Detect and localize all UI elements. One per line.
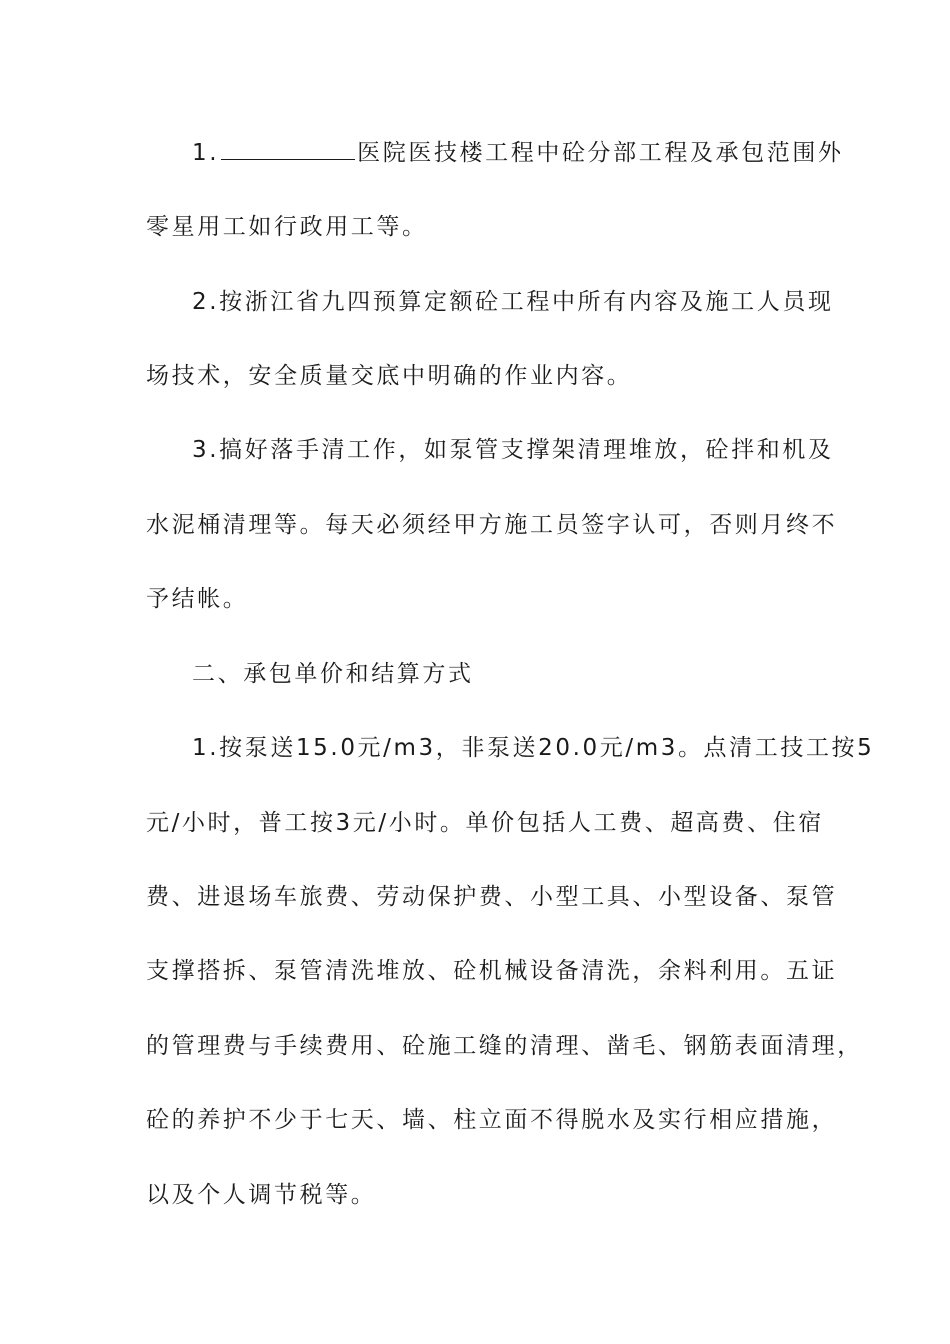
item-2-line-2: 场技术，安全质量交底中明确的作业内容。 — [146, 363, 633, 389]
item-3-line-1: 3.搞好落手清工作，如泵管支撑架清理堆放，砼拌和机及 — [192, 437, 834, 463]
section-heading: 二、承包单价和结算方式 — [192, 661, 474, 687]
item-3-line-2: 水泥桶清理等。每天必须经甲方施工员签字认可，否则月终不 — [146, 512, 838, 538]
item-4-line-2: 元/小时，普工按3元/小时。单价包括人工费、超高费、住宿 — [146, 810, 824, 836]
item-4-line-3: 费、进退场车旅费、劳动保护费、小型工具、小型设备、泵管 — [146, 884, 838, 910]
item-4-line-7: 以及个人调节税等。 — [146, 1182, 377, 1208]
item-1-text: 医院医技楼工程中砼分部工程及承包范围外 — [357, 140, 844, 166]
item-4-line-6: 砼的养护不少于七天、墙、柱立面不得脱水及实行相应措施， — [146, 1107, 838, 1133]
item-1-number: 1. — [192, 140, 220, 166]
item-2-line-1: 2.按浙江省九四预算定额砼工程中所有内容及施工人员现 — [192, 289, 834, 315]
item-1-line-1 — [192, 138, 872, 168]
item-1-line-2: 零星用工如行政用工等。 — [146, 214, 428, 240]
item-4-line-1: 1.按泵送15.0元/m3，非泵送20.0元/m3。点清工技工按5 — [192, 735, 875, 761]
item-4-line-4: 支撑搭拆、泵管清洗堆放、砼机械设备清洗，余料利用。五证 — [146, 958, 838, 984]
item-3-line-3: 予结帐。 — [146, 586, 249, 612]
fill-in-blank — [221, 139, 355, 160]
item-4-line-5: 的管理费与手续费用、砼施工缝的清理、凿毛、钢筋表面清理， — [146, 1033, 863, 1059]
